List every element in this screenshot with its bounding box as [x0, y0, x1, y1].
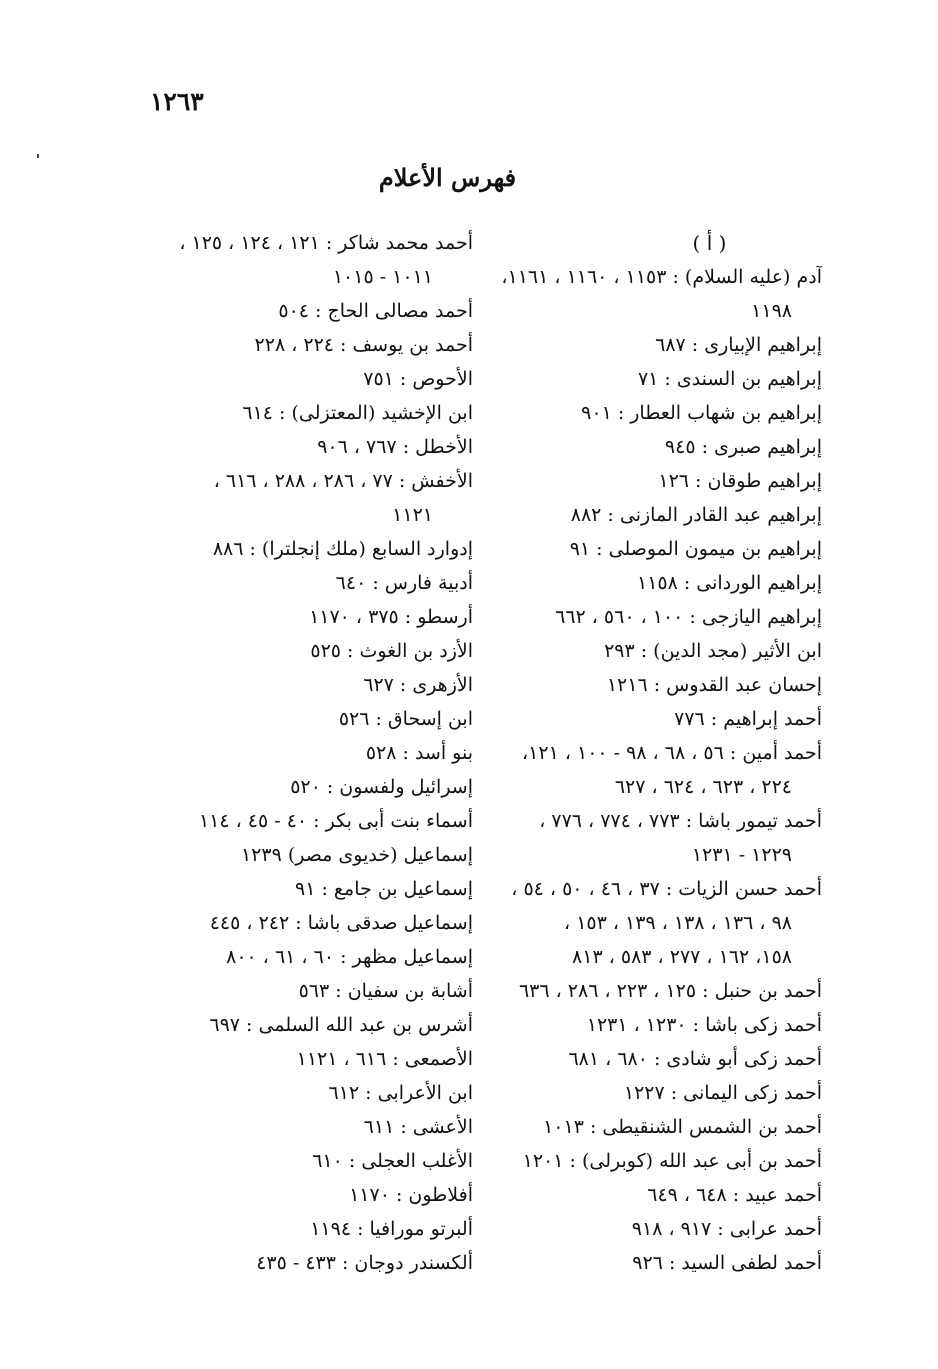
- index-entry: أحمد بن أبى عبد الله (كوبرلى) : ١٢٠١: [522, 1150, 822, 1172]
- index-entry-continuation: ١١٩٨: [751, 300, 792, 322]
- index-entry: أشرس بن عبد الله السلمى : ٦٩٧: [209, 1014, 473, 1036]
- index-entry: الأغلب العجلى : ٦١٠: [312, 1150, 473, 1172]
- index-entry: إبراهيم عبد القادر المازنى : ٨٨٢: [570, 504, 822, 526]
- index-entry: ألكسندر دوجان : ٤٣٣ - ٤٣٥: [256, 1252, 473, 1274]
- index-entry: الأصمعى : ٦١٦ ، ١١٢١: [296, 1048, 473, 1070]
- index-entry: ابن الأعرابى : ٦١٢: [328, 1082, 473, 1104]
- index-entry-continuation: ١١٢١: [392, 504, 433, 526]
- index-entry: آدم (عليه السلام) : ١١٥٣ ، ١١٦٠ ، ١١٦١،: [501, 266, 822, 288]
- index-entry: إبراهيم الإبيارى : ٦٨٧: [655, 334, 822, 356]
- index-entry: أحمد عبيد : ٦٤٨ ، ٦٤٩: [647, 1184, 822, 1206]
- index-entry: الأزهرى : ٦٢٧: [363, 674, 473, 696]
- index-entry: ألبرتو مورافيا : ١١٩٤: [310, 1218, 473, 1240]
- index-entry: أحمد زكى باشا : ١٢٣٠ ، ١٢٣١: [586, 1014, 822, 1036]
- index-entry: أحمد تيمور باشا : ٧٧٣ ، ٧٧٤ ، ٧٧٦ ،: [539, 810, 822, 832]
- index-entry: إسماعيل بن جامع : ٩١: [295, 878, 473, 900]
- page-number: ١٢٦٣: [150, 87, 204, 116]
- index-entry: ابن الإخشيد (المعتزلى) : ٦١٤: [242, 402, 473, 424]
- index-entry: أرسطو : ٣٧٥ ، ١١٧٠: [309, 606, 473, 628]
- index-entry: أحمد مصالى الحاج : ٥٠٤: [278, 300, 473, 322]
- index-entry: أسماء بنت أبى بكر : ٤٠ - ٤٥ ، ١١٤: [198, 810, 473, 832]
- index-entry: أشابة بن سفيان : ٥٦٣: [298, 980, 473, 1002]
- index-entry: أحمد زكى أبو شادى : ٦٨٠ ، ٦٨١: [568, 1048, 822, 1070]
- index-entry: أحمد بن حنبل : ١٢٥ ، ٢٢٣ ، ٢٨٦ ، ٦٣٦: [518, 980, 822, 1002]
- index-entry: ابن الأثير (مجد الدين) : ٢٩٣: [604, 640, 822, 662]
- index-entry: أحمد إبراهيم : ٧٧٦: [674, 708, 822, 730]
- index-entry: إدوارد السابع (ملك إنجلترا) : ٨٨٦: [212, 538, 473, 560]
- index-entry: بنو أسد : ٥٢٨: [365, 742, 473, 764]
- index-entry: إبراهيم بن شهاب العطار : ٩٠١: [581, 402, 822, 424]
- index-entry: إبراهيم اليازجى : ١٠٠ ، ٥٦٠ ، ٦٦٢: [555, 606, 822, 628]
- index-entry: إسماعيل مظهر : ٦٠ ، ٦١ ، ٨٠٠: [226, 946, 473, 968]
- index-entry: الأحوص : ٧٥١: [363, 368, 473, 390]
- index-entry: أحمد حسن الزيات : ٣٧ ، ٤٦ ، ٥٠ ، ٥٤ ،: [511, 878, 822, 900]
- index-entry: إسرائيل ولفسون : ٥٢٠: [290, 776, 473, 798]
- index-entry: إسماعيل (خديوى مصر) ١٢٣٩: [240, 844, 473, 866]
- index-entry-continuation: ١٠١١ - ١٠١٥: [332, 266, 433, 288]
- index-entry: الأخطل : ٧٦٧ ، ٩٠٦: [317, 436, 473, 458]
- index-entry: إبراهيم الوردانى : ١١٥٨: [637, 572, 822, 594]
- index-entry: إبراهيم طوقان : ١٢٦: [658, 470, 822, 492]
- index-entry: أحمد بن يوسف : ٢٢٤ ، ٢٢٨: [254, 334, 473, 356]
- index-entry-continuation: ٢٢٤ ، ٦٢٣ ، ٦٢٤ ، ٦٢٧: [614, 776, 792, 798]
- section-heading-alif: ( أ ): [692, 231, 727, 255]
- index-entry: الأعشى : ٦١١: [363, 1116, 473, 1138]
- index-entry: إبراهيم صبرى : ٩٤٥: [664, 436, 822, 458]
- index-entry: أحمد بن الشمس الشنقيطى : ١٠١٣: [543, 1116, 822, 1138]
- index-entry-continuation: ١٥٨، ١٦٢ ، ٢٧٧ ، ٥٨٣ ، ٨١٣: [572, 946, 792, 968]
- index-entry: الأزد بن الغوث : ٥٢٥: [310, 640, 473, 662]
- index-entry: أحمد لطفى السيد : ٩٢٦: [632, 1252, 822, 1274]
- index-column-right: [487, 226, 822, 1280]
- index-entry: الأخفش : ٧٧ ، ٢٨٦ ، ٢٨٨ ، ٦١٦ ،: [213, 470, 473, 492]
- index-entry: إحسان عبد القدوس : ١٢١٦: [606, 674, 822, 696]
- index-entry: أحمد محمد شاكر : ١٢١ ، ١٢٤ ، ١٢٥ ،: [179, 232, 473, 254]
- index-entry: أحمد زكى اليمانى : ١٢٢٧: [623, 1082, 822, 1104]
- index-entry: إبراهيم بن ميمون الموصلى : ٩١: [569, 538, 822, 560]
- index-entry: ابن إسحاق : ٥٢٦: [338, 708, 473, 730]
- index-entry-continuation: ١٢٢٩ - ١٢٣١: [691, 844, 792, 866]
- index-entry: أفلاطون : ١١٧٠: [349, 1184, 473, 1206]
- index-entry: أحمد أمين : ٥٦ ، ٦٨ ، ٩٨ - ١٠٠ ، ١٢١،: [522, 742, 822, 764]
- page-title: فهرس الأعلام: [378, 163, 517, 192]
- index-entry: إسماعيل صدقى باشا : ٢٤٢ ، ٤٤٥: [209, 912, 473, 934]
- scan-speck: [37, 154, 39, 158]
- index-entry-continuation: ٩٨ ، ١٣٦ ، ١٣٨ ، ١٣٩ ، ١٥٣ ،: [564, 912, 792, 934]
- index-entry: إبراهيم بن السندى : ٧١: [637, 368, 822, 390]
- index-column-left: [113, 226, 473, 1280]
- index-entry: أحمد عرابى : ٩١٧ ، ٩١٨: [631, 1218, 822, 1240]
- index-entry: أدبية فارس : ٦٤٠: [335, 572, 473, 594]
